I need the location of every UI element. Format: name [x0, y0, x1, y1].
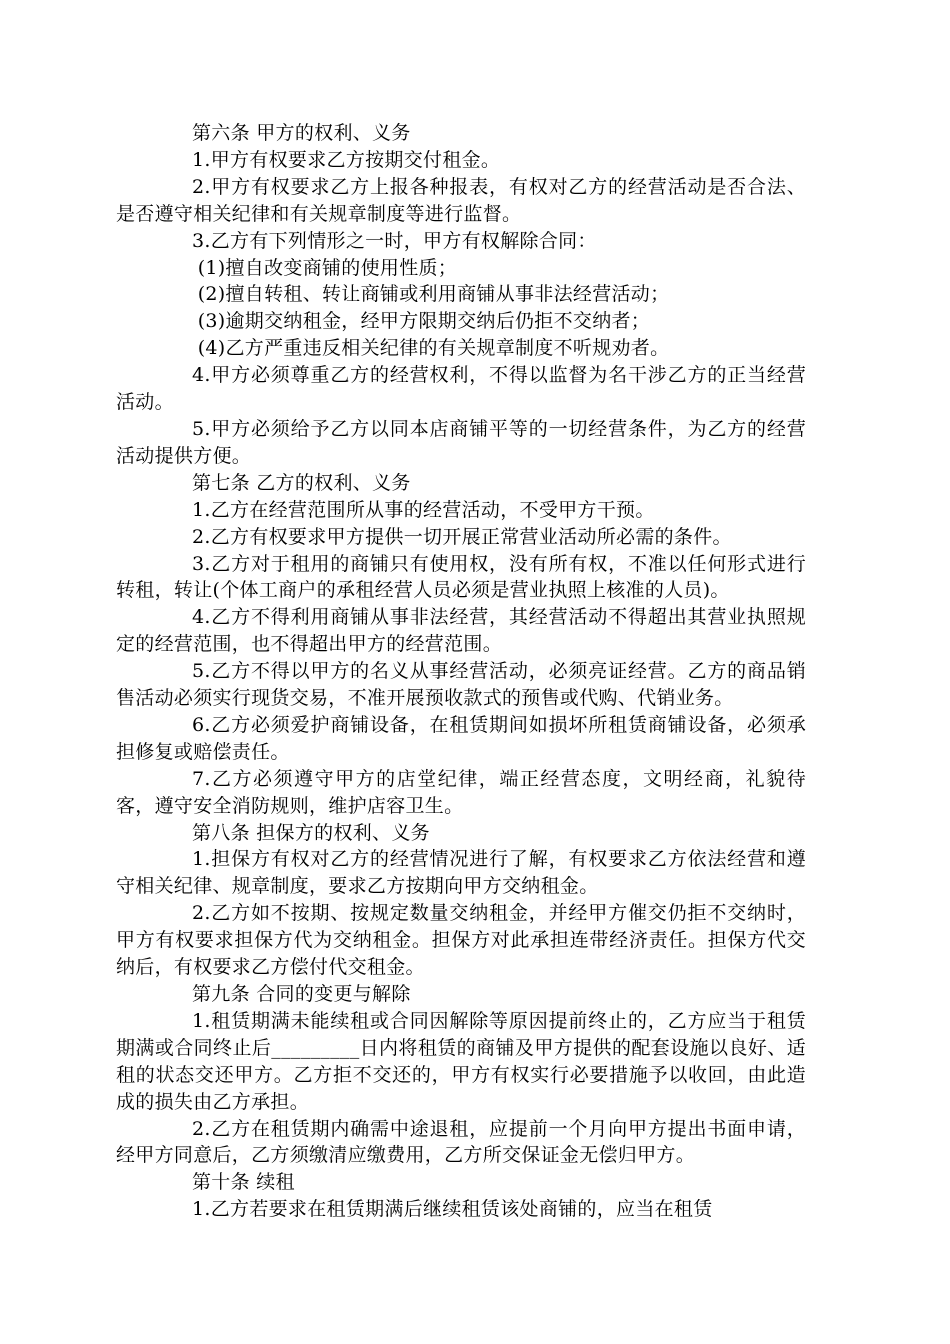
article-6-clause-3-sub-2: (2)擅自转租、转让商铺或利用商铺从事非法经营活动； — [197, 283, 670, 306]
article-10-heading: 第十条 续租 — [192, 1171, 295, 1194]
article-7-clause-6: 6.乙方必须爱护商铺设备，在租赁期间如损坏所租赁商铺设备，必须承担修复或赔偿责任。 — [116, 713, 806, 763]
article-9-heading: 第九条 合同的变更与解除 — [192, 983, 411, 1005]
article-7-clause-5: 5.乙方不得以甲方的名义从事经营活动，必须亮证经营。乙方的商品销售活动必须实行现货交易，不准开展预收款式的预售或代购、代销业务。 — [116, 660, 806, 710]
article-6-clause-5: 5.甲方必须给予乙方以同本店商铺平等的一切经营条件，为乙方的经营活动提供方便。 — [116, 417, 806, 467]
document-body — [116, 120, 806, 1223]
article-6-clause-4: 4.甲方必须尊重乙方的经营权利，不得以监督为名干涉乙方的正当经营活动。 — [116, 364, 806, 414]
article-7-clause-1: 1.乙方在经营范围所从事的经营活动，不受甲方干预。 — [192, 498, 655, 521]
article-7-clause-4: 4.乙方不得利用商铺从事非法经营，其经营活动不得超出其营业执照规定的经营范围，也不得超出甲方的经营范围。 — [116, 606, 806, 656]
article-7-heading: 第七条 乙方的权利、义务 — [192, 471, 411, 494]
article-6-clause-3-sub-4: (4)乙方严重违反相关纪律的有关规章制度不听规劝者。 — [197, 337, 670, 360]
article-8-clause-1: 1.担保方有权对乙方的经营情况进行了解，有权要求乙方依法经营和遵守相关纪律、规章制度，要求乙方按期向甲方交纳租金。 — [116, 848, 806, 898]
article-6-clause-3: 3.乙方有下列情形之一时，甲方有权解除合同： — [192, 229, 597, 252]
article-9-clause-2: 2.乙方在租赁期内确需中途退租，应提前一个月向甲方提出书面申请，经甲方同意后，乙方须缴清应缴费用，乙方所交保证金无偿归甲方。 — [116, 1117, 806, 1167]
article-10-clause-1: 1.乙方若要求在租赁期满后继续租赁该处商铺的，应当在租赁 — [192, 1198, 713, 1221]
article-9-clause-1: 1.租赁期满未能续租或合同因解除等原因提前终止的，乙方应当于租赁期满或合同终止后_________日内将租赁的商铺及甲方提供的配套设施以良好、适租的状态交还甲方。乙方拒不交还的，甲方有权实行必要措施予以收回，由此造成的损失由乙方承担。 — [116, 1009, 806, 1113]
article-8-clause-2: 2.乙方如不按期、按规定数量交纳租金，并经甲方催交仍拒不交纳时，甲方有权要求担保方代为交纳租金。担保方对此承担连带经济责任。担保方代交纳后，有权要求乙方偿付代交租金。 — [116, 902, 806, 979]
article-6-clause-3-sub-1: (1)擅自改变商铺的使用性质； — [197, 256, 458, 279]
article-6-clause-1: 1.甲方有权要求乙方按期交付租金。 — [192, 148, 501, 171]
article-6-clause-3-sub-3: (3)逾期交纳租金，经甲方限期交纳后仍拒不交纳者； — [197, 310, 651, 333]
article-7-clause-2: 2.乙方有权要求甲方提供一切开展正常营业活动所必需的条件。 — [192, 525, 732, 548]
article-8-heading: 第八条 担保方的权利、义务 — [192, 821, 430, 844]
article-7-clause-7: 7.乙方必须遵守甲方的店堂纪律，端正经营态度，文明经商，礼貌待客，遵守安全消防规则，维护店容卫生。 — [116, 767, 806, 817]
article-6-heading: 第六条 甲方的权利、义务 — [192, 122, 411, 144]
article-6-clause-2: 2.甲方有权要求乙方上报各种报表，有权对乙方的经营活动是否合法、是否遵守相关纪律和有关规章制度等进行监督。 — [116, 175, 806, 225]
article-7-clause-3: 3.乙方对于租用的商铺只有使用权，没有所有权，不准以任何形式进行转租，转让(个体工商户的承租经营人员必须是营业执照上核准的人员)。 — [116, 552, 806, 602]
